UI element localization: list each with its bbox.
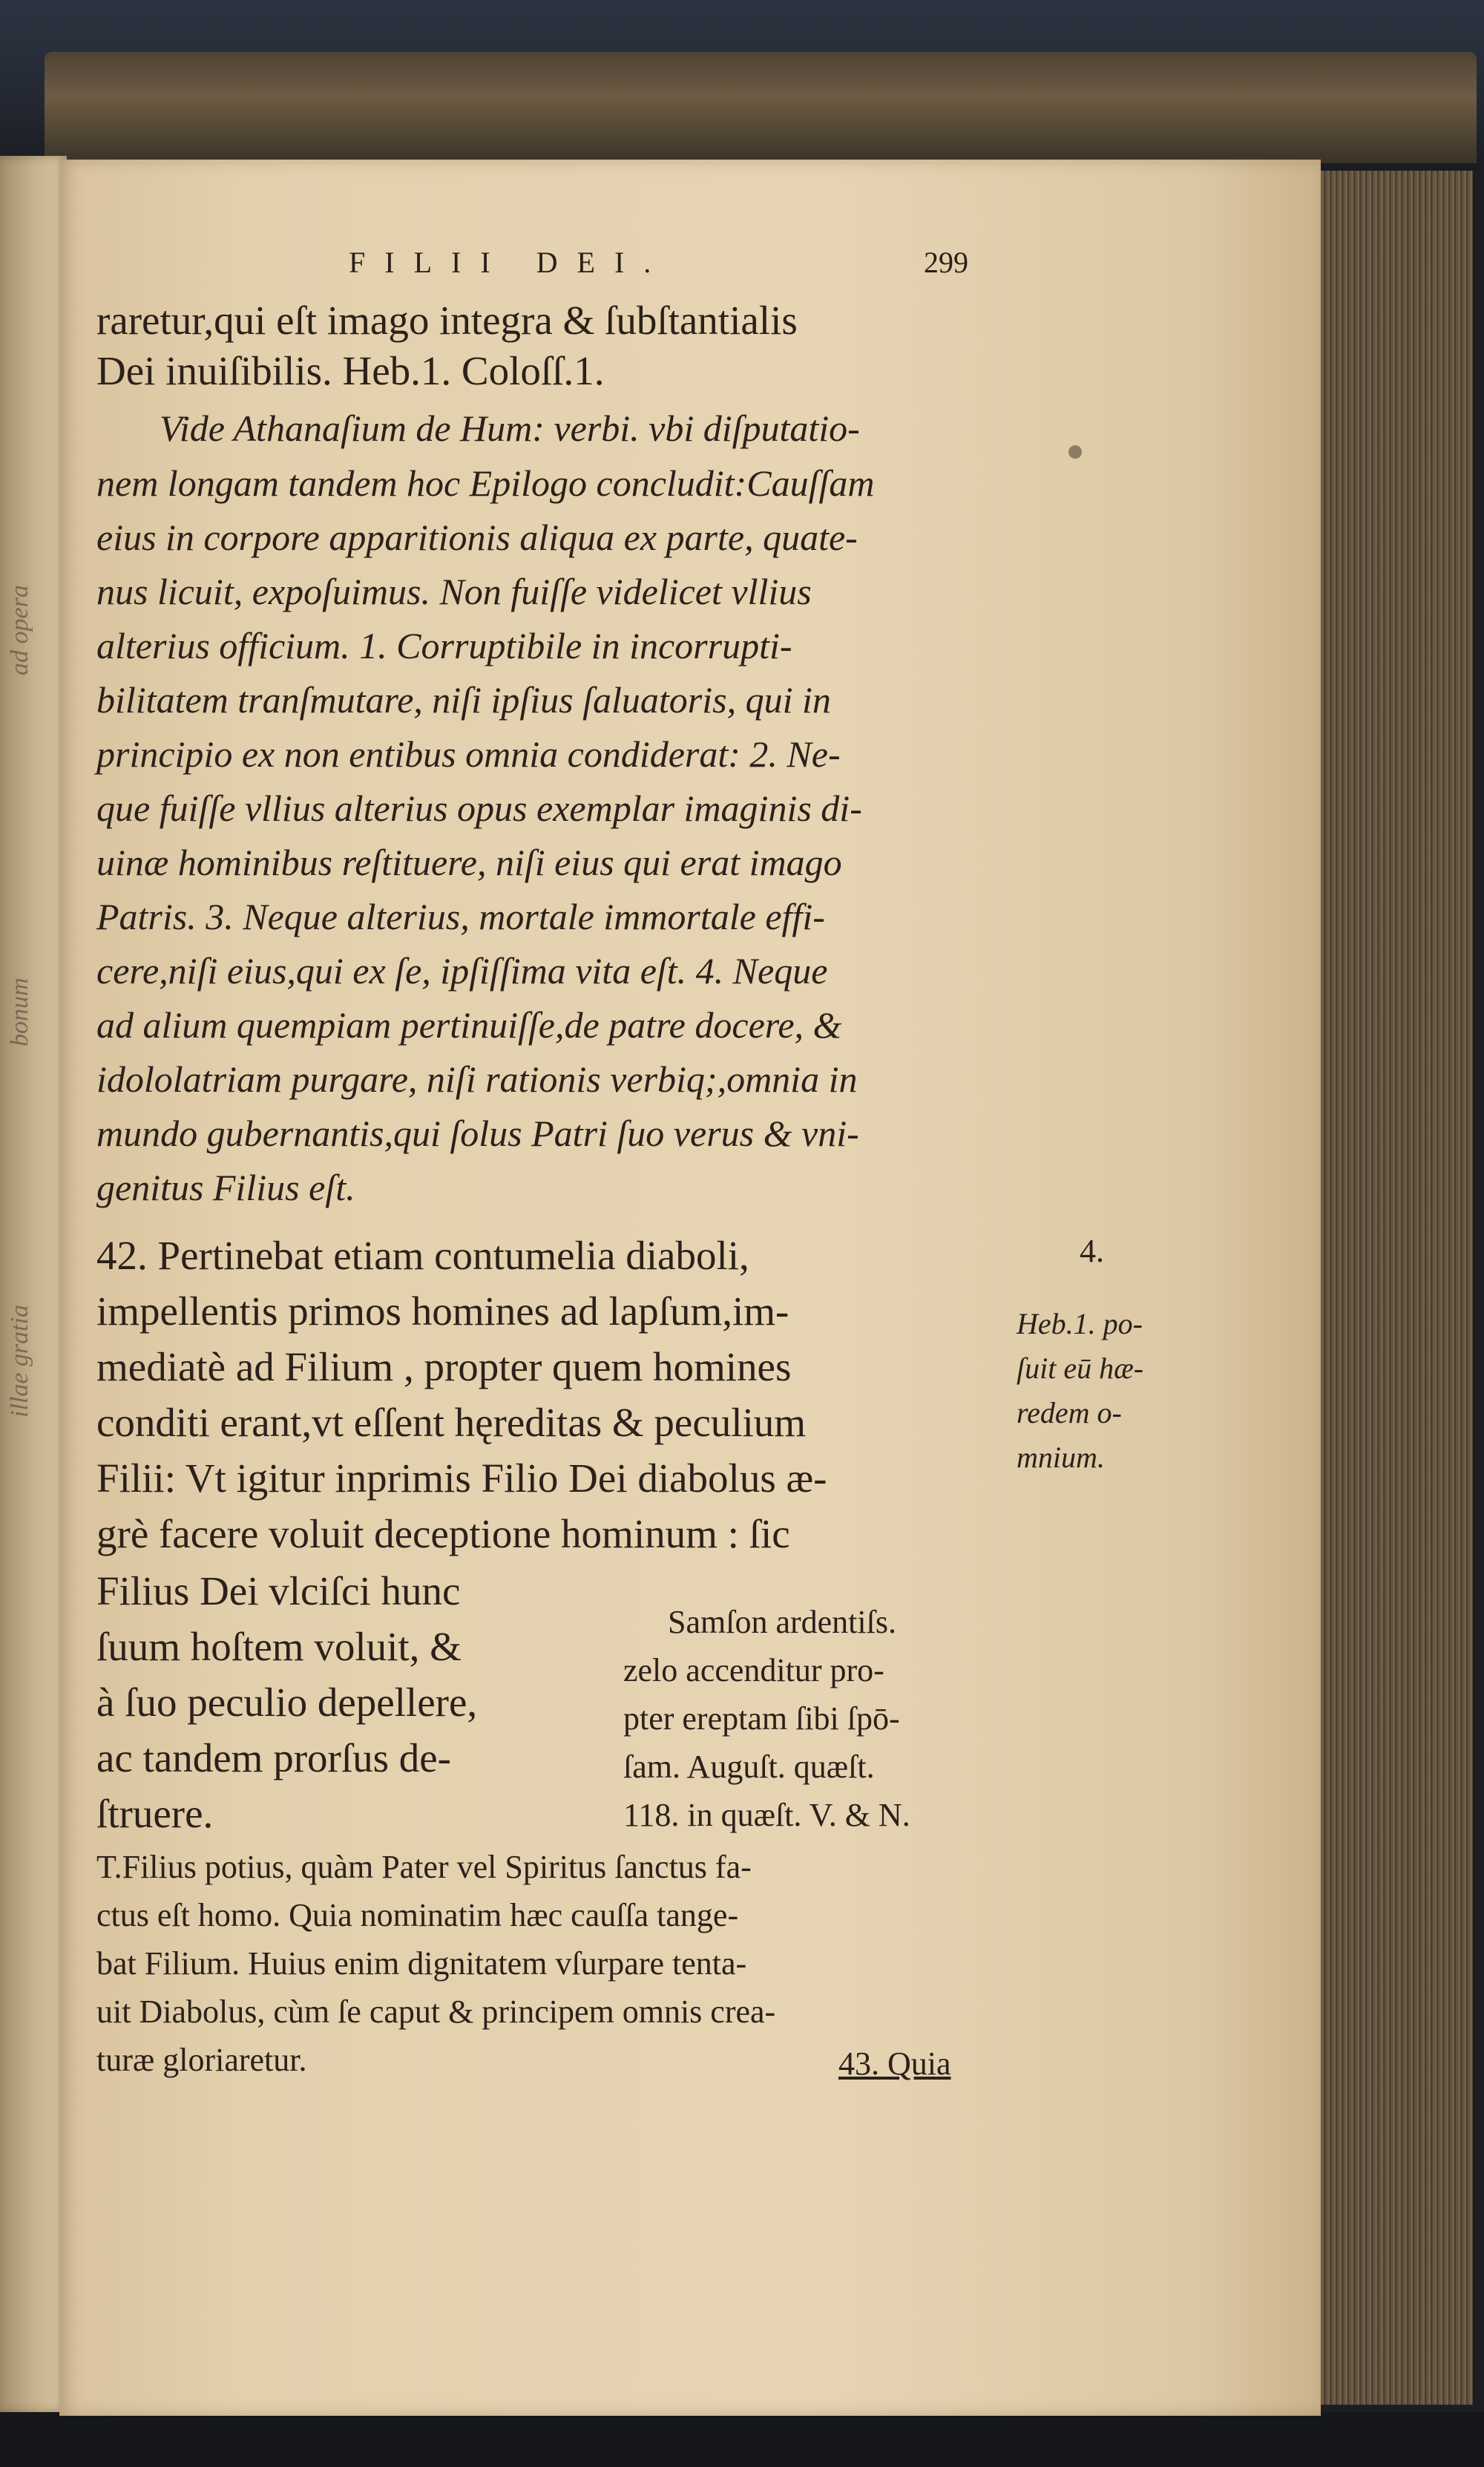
italic-line: genitus Filius eſt. — [96, 1167, 355, 1208]
inset-note-line: zelo accenditur pro- — [623, 1652, 884, 1688]
running-head: FILII DEI. — [349, 246, 671, 279]
text-line-small: uit Diabolus, cùm ſe caput & principem omnis crea- — [96, 1993, 776, 2030]
text-line: Filius Dei vlciſci hunc — [96, 1568, 461, 1613]
text-line: grè facere voluit deceptione hominum : ſic — [96, 1511, 790, 1556]
italic-line: uinæ hominibus reſtituere, niſi eius qui erat imago — [96, 842, 842, 883]
inset-note-line: pter ereptam ſibi ſpō- — [623, 1700, 900, 1737]
text-line-small: turæ gloriaretur. — [96, 2042, 307, 2078]
italic-line: mundo gubernantis,qui ſolus Patri ſuo verus & vni- — [96, 1113, 859, 1154]
italic-line: Patris. 3. Neque alterius, mortale immortale effi- — [96, 896, 825, 937]
facing-page-fragment: ad opera — [6, 585, 33, 675]
margin-note-line: mnium. — [1017, 1441, 1105, 1474]
italic-line: cere,niſi eius,qui ex ſe, ipſiſſima vita eſt. 4. Neque — [96, 950, 828, 992]
text-line: ſtruere. — [96, 1791, 214, 1836]
margin-note-line: redem o- — [1017, 1396, 1122, 1429]
italic-line: alterius officium. 1. Corruptibile in incorrupti- — [96, 625, 792, 666]
text-line: ac tandem prorſus de- — [96, 1735, 452, 1780]
inset-note-line: ſam. Auguſt. quæſt. — [623, 1749, 875, 1785]
text-line: impellentis primos homines ad lapſum,im- — [96, 1288, 789, 1334]
italic-line: Vide Athanaſium de Hum: verbi. vbi diſputatio- — [160, 407, 860, 449]
facing-page-fragment: illae gratia — [6, 1304, 33, 1418]
text-line: Dei inuiſibilis. Heb.1. Coloſſ.1. — [96, 348, 605, 393]
inset-note-line: 118. in quæſt. V. & N. — [623, 1797, 910, 1833]
italic-line: principio ex non entibus omnia condiderat: 2. Ne- — [96, 733, 841, 775]
text-line: conditi erant,vt eſſent hęreditas & peculium — [96, 1400, 807, 1445]
italic-line: que fuiſſe vllius alterius opus exemplar imaginis di- — [96, 787, 862, 829]
text-line: mediatè ad Filium , propter quem homines — [96, 1344, 792, 1389]
book-fore-edge — [1321, 171, 1473, 2405]
margin-note-line: ſuit eū hæ- — [1017, 1352, 1144, 1385]
margin-number: 4. — [1080, 1233, 1104, 1269]
text-line: raretur,qui eſt imago integra & ſubſtantialis — [96, 298, 798, 343]
book-top-edge — [45, 52, 1477, 163]
text-line: 42. Pertinebat etiam contumelia diaboli, — [96, 1233, 749, 1278]
italic-line: nus licuit, expoſuimus. Non fuiſſe videlicet vllius — [96, 571, 812, 612]
text-line-small: T.Filius potius, quàm Pater vel Spiritus ſanctus fa- — [96, 1849, 752, 1885]
italic-line: bilitatem tranſmutare, niſi ipſius ſaluatoris, qui in — [96, 679, 831, 721]
catchword: 43. Quia — [838, 2045, 951, 2082]
italic-line: nem longam tandem hoc Epilogo concludit:Cauſſam — [96, 462, 875, 504]
facing-page-edge — [0, 156, 67, 2412]
text-line-small: bat Filium. Huius enim dignitatem vſurpare tenta- — [96, 1945, 747, 1982]
text-line: à ſuo peculio depellere, — [96, 1680, 478, 1725]
italic-line: ad alium quempiam pertinuiſſe,de patre docere, & — [96, 1004, 842, 1046]
italic-line: idololatriam purgare, niſi rationis verbiq;,omnia in — [96, 1058, 858, 1100]
page-number: 299 — [924, 246, 968, 279]
facing-page-fragment: bonum — [6, 977, 33, 1046]
background-bottom — [0, 2412, 1484, 2467]
text-line-small: ctus eſt homo. Quia nominatim hæc cauſſa tange- — [96, 1897, 739, 1933]
inset-note-line: Samſon ardentiſs. — [668, 1604, 896, 1640]
ink-dot — [1068, 445, 1082, 459]
margin-note-line: Heb.1. po- — [1017, 1307, 1143, 1340]
text-line: Filii: Vt igitur inprimis Filio Dei diabolus æ- — [96, 1455, 827, 1501]
text-line: ſuum hoſtem voluit, & — [96, 1624, 462, 1669]
italic-line: eius in corpore apparitionis aliqua ex parte, quate- — [96, 517, 858, 558]
